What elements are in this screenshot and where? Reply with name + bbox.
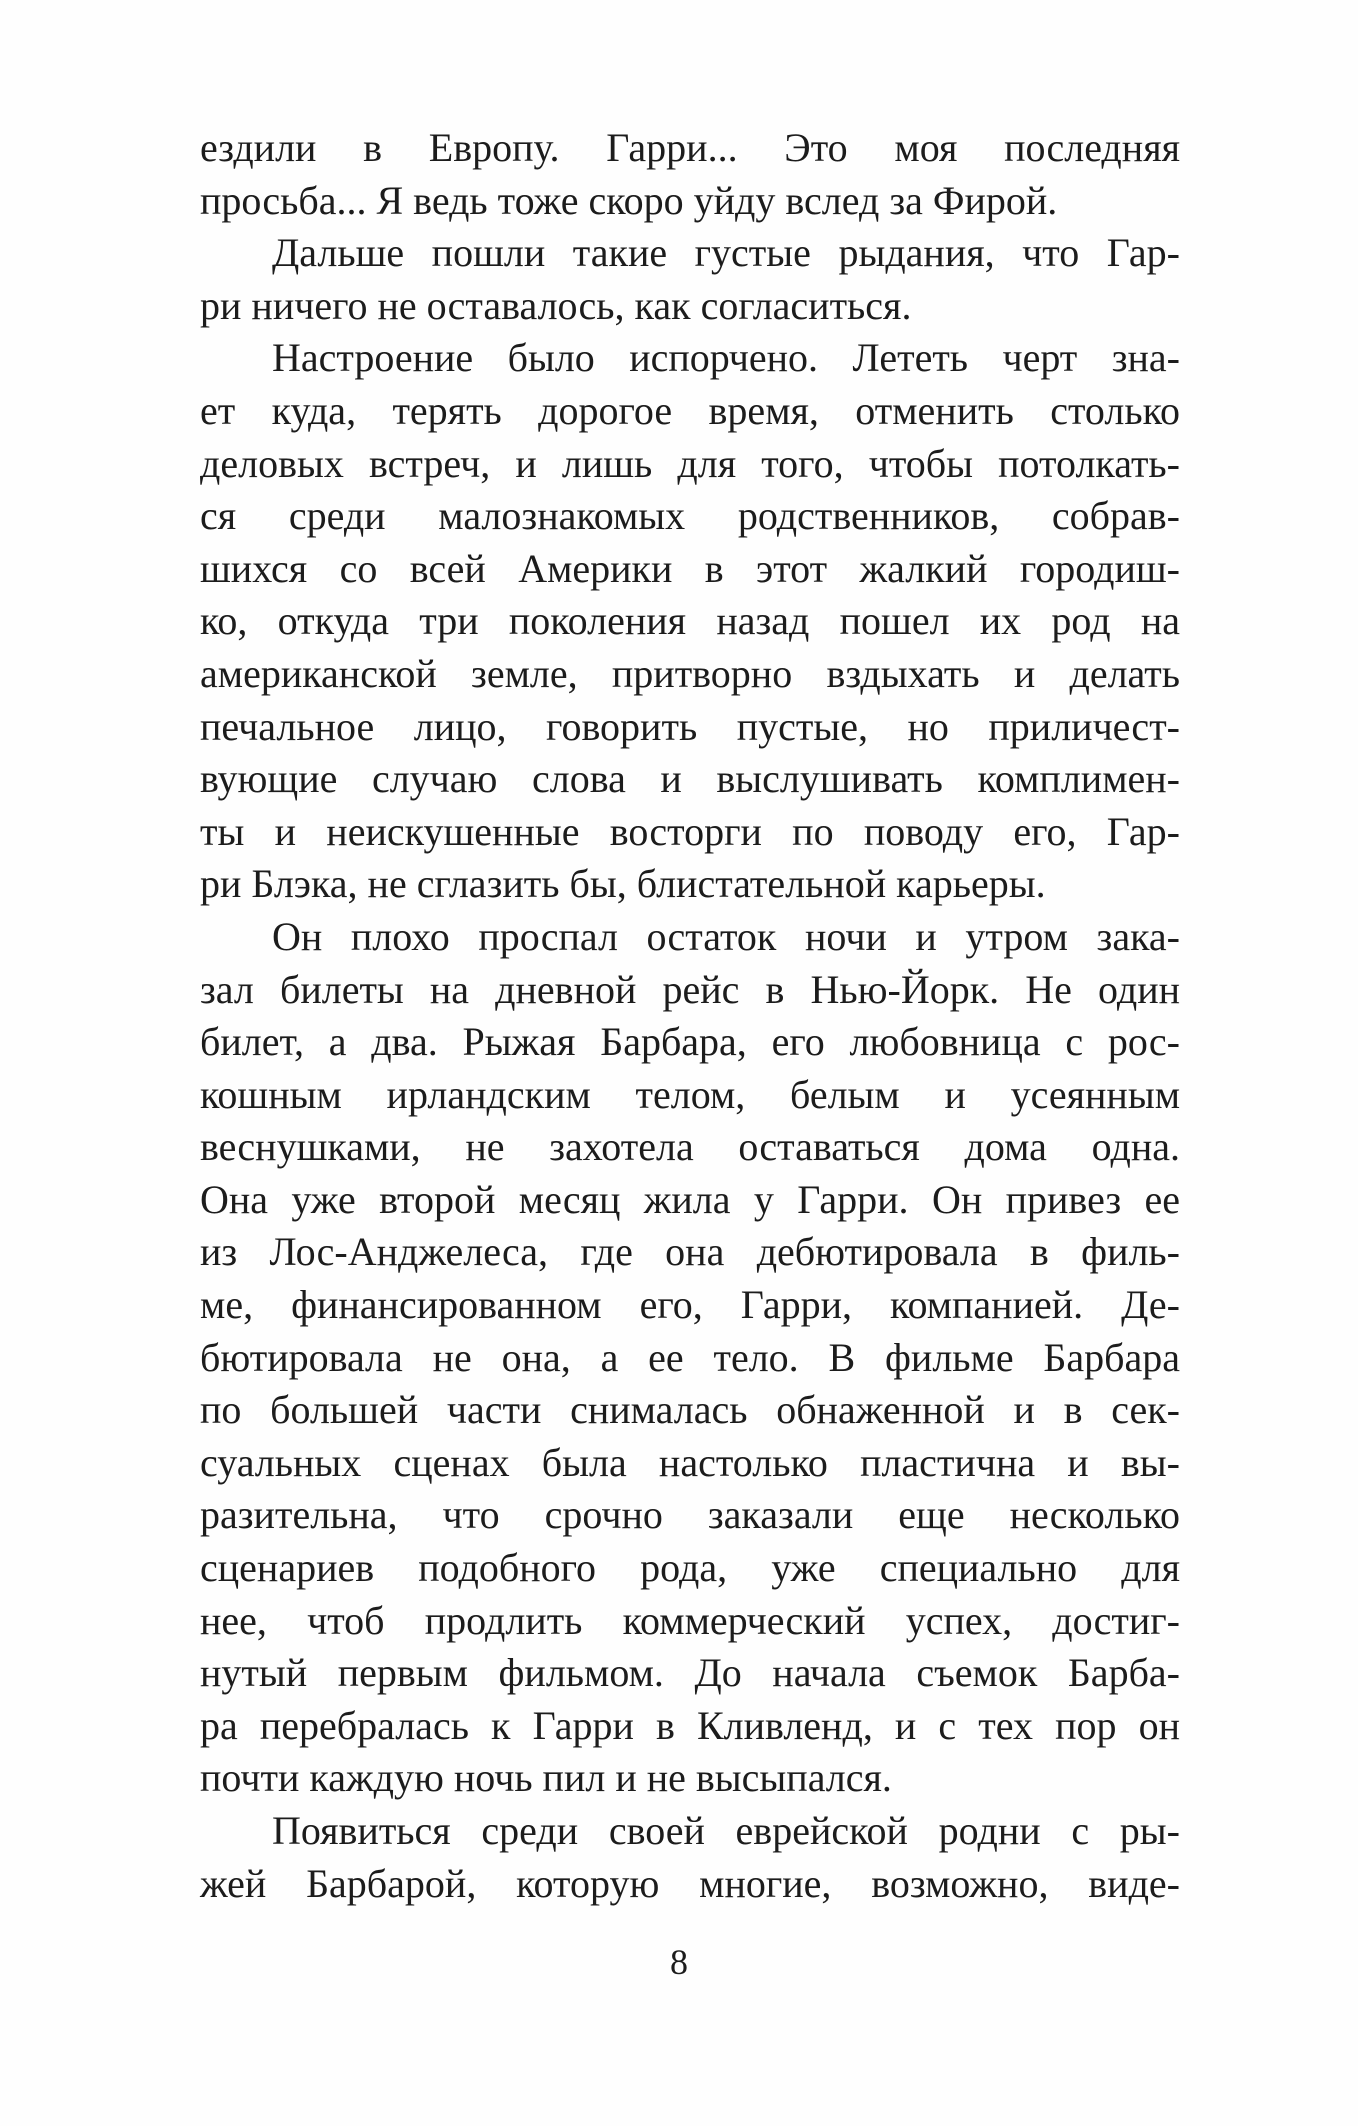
text-line: из Лос-Анджелеса, где она дебютировала в филь- [200,1229,1180,1275]
text-line: суальных сценах была настолько пластична и вы- [200,1439,1180,1485]
text-line: ме, финансированном его, Гарри, компанией. Де- [200,1282,1180,1328]
text-line: Он плохо проспал остаток ночи и утром зака- [272,913,1180,959]
text-line: ри Блэка, не сглазить бы, блистательной карьеры. [200,861,1046,907]
text-line: американской земле, притворно вздыхать и делать [200,650,1180,696]
text-line: шихся со всей Америки в этот жалкий городиш- [200,545,1180,591]
text-line: бютировала не она, а ее тело. В фильме Барбара [200,1334,1180,1380]
text-line: вующие случаю слова и выслушивать комплимен- [200,756,1180,802]
text-line: просьба... Я ведь тоже скоро уйду вслед за Фирой. [200,177,1058,223]
text-line: зал билеты на дневной рейс в Нью-Йорк. Не один [200,966,1180,1012]
text-line: нутый первым фильмом. До начала съемок Барба- [200,1650,1180,1696]
text-line: разительна, что срочно заказали еще несколько [200,1492,1180,1538]
text-line: ри ничего не оставалось, как согласиться. [200,282,912,328]
text-line: сценариев подобного рода, уже специально для [200,1545,1180,1591]
text-line: ра перебралась к Гарри в Кливленд, и с тех пор он [200,1702,1180,1748]
text-line: деловых встреч, и лишь для того, чтобы потолкать- [200,440,1180,486]
text-line: ты и неискушенные восторги по поводу его, Гар- [200,808,1180,854]
text-line: кошным ирландским телом, белым и усеянным [200,1071,1180,1117]
text-line: печальное лицо, говорить пустые, но приличест- [200,703,1180,749]
text-line: жей Барбарой, которую многие, возможно, виде- [200,1860,1180,1906]
text-line: Настроение было испорчено. Лететь черт зна- [272,335,1180,381]
text-line: нее, чтоб продлить коммерческий успех, достиг- [200,1597,1180,1643]
text-line: по большей части снималась обнаженной и в сек- [200,1387,1180,1433]
text-line: веснушками, не захотела оставаться дома одна. [200,1124,1180,1170]
text-line: Появиться среди своей еврейской родни с ры- [272,1808,1180,1853]
text-line: ет куда, терять дорогое время, отменить столько [200,387,1180,433]
text-line: ся среди малознакомых родственников, собрав- [200,493,1180,539]
text-line: Дальше пошли такие густые рыдания, что Гар- [272,230,1180,276]
text-line: ездили в Европу. Гарри... Это моя последняя [200,125,1180,170]
text-line: Она уже второй месяц жила у Гарри. Он привез ее [200,1176,1180,1222]
text-line: почти каждую ночь пил и не высыпался. [200,1755,892,1801]
page-number: 8 [670,1942,688,1982]
text-line: билет, а два. Рыжая Барбара, его любовница с рос- [200,1019,1180,1065]
text-line: ко, откуда три поколения назад пошел их род на [200,598,1180,644]
body-text [200,122,1180,1910]
